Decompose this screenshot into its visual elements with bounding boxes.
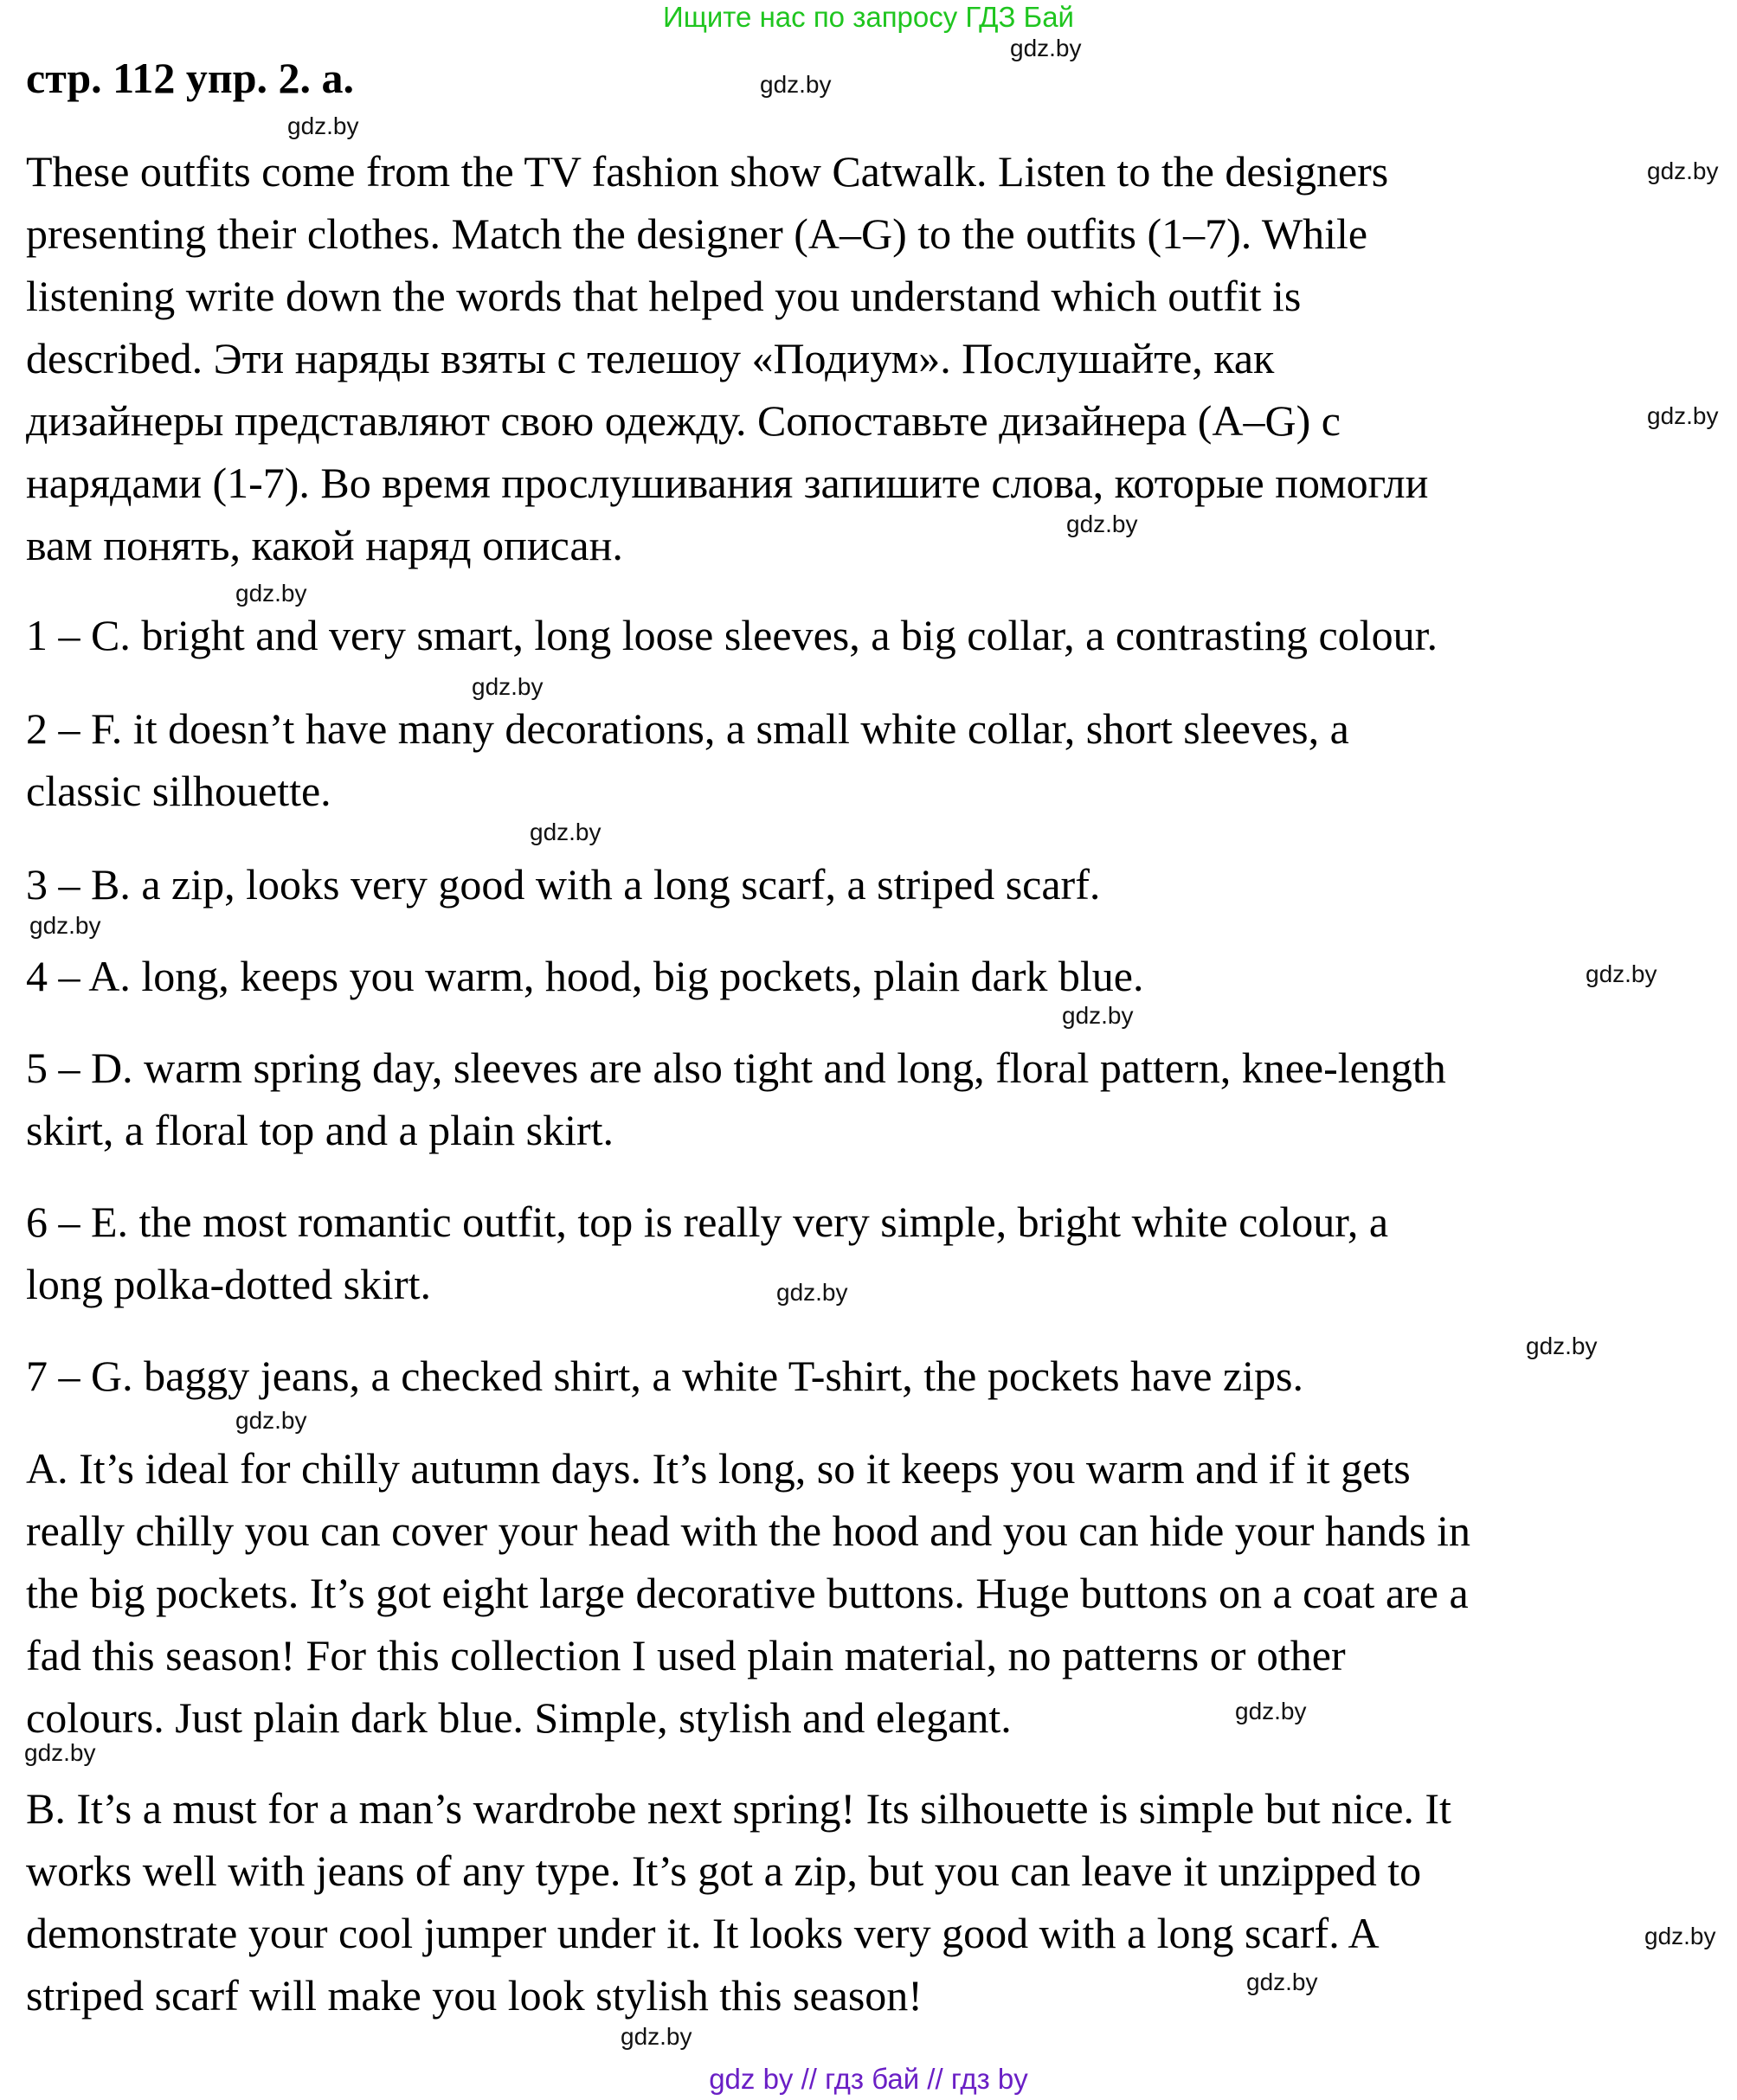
- watermark: gdz.by: [1586, 960, 1657, 987]
- text-line: These outfits come from the TV fashion show Catwalk. Listen to the designers: [26, 147, 1389, 196]
- text-line: striped scarf will make you look stylish this season!: [26, 1971, 923, 2020]
- text-line: classic silhouette.: [26, 767, 331, 815]
- text-line: B. It’s a must for a man’s wardrobe next spring! Its silhouette is simple but nice. It: [26, 1784, 1451, 1833]
- watermark: gdz.by: [760, 71, 832, 98]
- watermark: gdz.by: [1644, 1923, 1716, 1949]
- text-line: нарядами (1-7). Во время прослушивания запишите слова, которые помогли: [26, 459, 1429, 507]
- text-line: skirt, a floral top and a plain skirt.: [26, 1106, 614, 1154]
- watermark: gdz.by: [235, 1407, 307, 1434]
- text-line: really chilly you can cover your head with the hood and you can hide your hands in: [26, 1506, 1470, 1555]
- text-line: presenting their clothes. Match the designer (A–G) to the outfits (1–7). While: [26, 209, 1368, 258]
- watermark: gdz.by: [1647, 157, 1719, 184]
- text-line: вам понять, какой наряд описан.: [26, 521, 623, 569]
- text-line: 5 – D. warm spring day, sleeves are also tight and long, floral pattern, knee-length: [26, 1044, 1446, 1092]
- watermark: gdz.by: [29, 912, 101, 939]
- watermark: gdz.by: [1235, 1698, 1307, 1724]
- text-line: 6 – E. the most romantic outfit, top is really very simple, bright white colour, a: [26, 1198, 1389, 1246]
- watermark: gdz.by: [1010, 35, 1082, 61]
- text-line: the big pockets. It’s got eight large decorative buttons. Huge buttons on a coat are a: [26, 1569, 1469, 1617]
- text-line: 4 – A. long, keeps you warm, hood, big pockets, plain dark blue.: [26, 952, 1144, 1000]
- watermark: gdz.by: [287, 112, 359, 139]
- text-line: 7 – G. baggy jeans, a checked shirt, a white T-shirt, the pockets have zips.: [26, 1352, 1304, 1400]
- answer-2: [26, 697, 1722, 822]
- text-line: 1 – C. bright and very smart, long loose sleeves, a big collar, a contrasting colour.: [26, 611, 1438, 659]
- text-line: 3 – B. a zip, looks very good with a long scarf, a striped scarf.: [26, 860, 1101, 909]
- watermark: gdz.by: [1066, 511, 1138, 537]
- text-line: fad this season! For this collection I used plain material, no patterns or other: [26, 1631, 1346, 1679]
- text-line: long polka-dotted skirt.: [26, 1260, 431, 1308]
- answer-3: [26, 853, 1722, 915]
- footer-links: gdz by // гдз бай // гдз by: [709, 2063, 1028, 2095]
- text-line: described. Эти наряды взяты с телешоу «Подиум». Послушайте, как: [26, 334, 1275, 382]
- watermark: gdz.by: [776, 1279, 848, 1306]
- answer-7: [26, 1345, 1722, 1407]
- text-line: A. It’s ideal for chilly autumn days. It’s long, so it keeps you warm and if it gets: [26, 1444, 1411, 1493]
- watermark: gdz.by: [530, 819, 602, 845]
- text-line: дизайнеры представляют свою одежду. Сопоставьте дизайнера (A–G) с: [26, 396, 1341, 445]
- watermark: gdz.by: [1246, 1968, 1318, 1995]
- text-line: colours. Just plain dark blue. Simple, stylish and elegant.: [26, 1693, 1012, 1742]
- answer-1: [26, 604, 1722, 666]
- watermark: gdz.by: [1062, 1002, 1134, 1029]
- answer-5: [26, 1037, 1722, 1161]
- text-line: works well with jeans of any type. It’s got a zip, but you can leave it unzipped to: [26, 1846, 1422, 1895]
- text-line: 2 – F. it doesn’t have many decorations, a small white collar, short sleeves, a: [26, 704, 1349, 753]
- answer-6: [26, 1191, 1722, 1315]
- text-b: [26, 1777, 1722, 2026]
- text-a: [26, 1437, 1722, 1749]
- watermark: gdz.by: [235, 580, 307, 607]
- page-heading: стр. 112 упр. 2. а.: [26, 54, 355, 102]
- watermark: gdz.by: [621, 2023, 692, 2050]
- instructions: [26, 140, 1722, 576]
- text-line: listening write down the words that helped you understand which outfit is: [26, 272, 1302, 320]
- answer-4: [26, 945, 1722, 1007]
- watermark: gdz.by: [1526, 1333, 1598, 1359]
- text-line: demonstrate your cool jumper under it. It looks very good with a long scarf. A: [26, 1909, 1380, 1957]
- watermark: gdz.by: [472, 673, 544, 700]
- watermark: gdz.by: [1647, 402, 1719, 429]
- watermark: gdz.by: [24, 1739, 96, 1766]
- top-banner: Ищите нас по запросу ГДЗ Бай: [663, 1, 1074, 33]
